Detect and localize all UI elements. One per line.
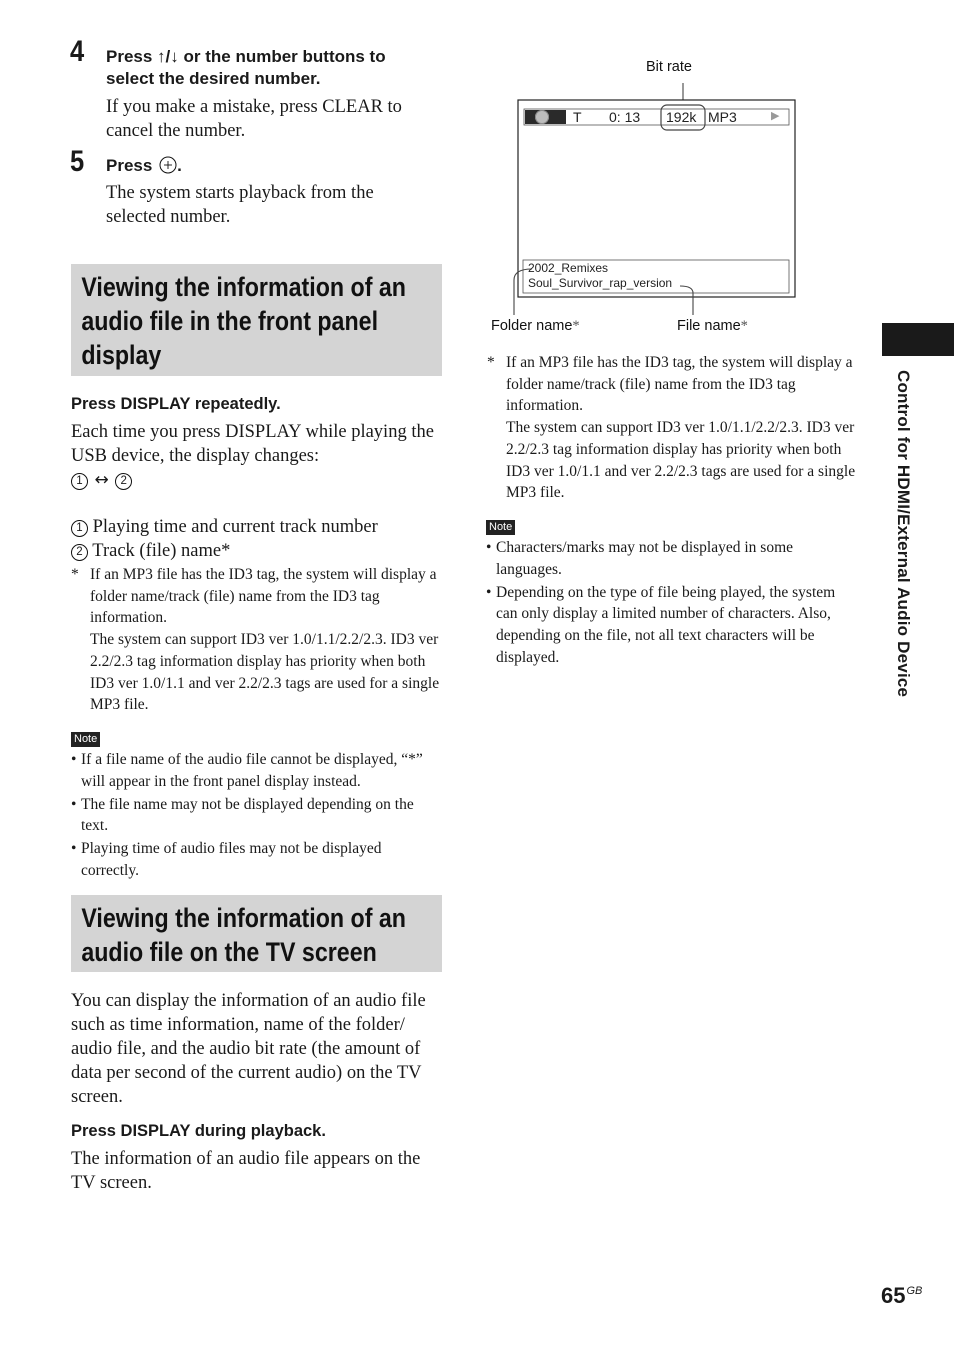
section-1-subhead: Press DISPLAY repeatedly.	[71, 395, 281, 413]
note-badge: Note	[486, 520, 515, 535]
section-2-subhead: Press DISPLAY during playback.	[71, 1122, 326, 1140]
format-value: MP3	[708, 109, 737, 125]
section-2-title: Viewing the information of an audio file on the TV screen	[81, 903, 406, 967]
section-2-header	[71, 895, 442, 972]
track-indicator: T	[573, 109, 582, 125]
bit-rate-value: 192k	[666, 109, 697, 125]
double-arrow-icon: ↔	[94, 470, 109, 490]
step-5-body: The system starts playback from the selected number.	[106, 183, 374, 227]
enter-button-icon	[159, 156, 177, 174]
note-item: • Playing time of audio files may not be displayed correctly.	[71, 838, 443, 882]
page-suffix: GB	[906, 1285, 923, 1297]
display-item-1: 1 Playing time and current track number	[71, 515, 441, 539]
note-item: • Characters/marks may not be displayed in some languages.	[486, 537, 856, 581]
bit-rate-label: Bit rate	[646, 59, 692, 75]
footnote-text-2: The system can support ID3 ver 1.0/1.1/2.2/2.3. ID3 ver 2.2/2.3 tag information display has priority when both ID3 ver 1.0/1.1 and ver 2.2/2.3 tags are used for a single MP3 file.	[90, 631, 440, 714]
note-item: • If a file name of the audio file cannot be displayed, “*” will appear in the front panel display instead.	[71, 749, 443, 793]
step-number-4: 4	[70, 35, 85, 68]
play-icon: ▶	[771, 110, 780, 122]
circled-number-2: 2	[71, 544, 88, 561]
section-2-body: You can display the information of an audio file such as time information, name of the folder/ audio file, and the audio bit rate (the amount of data per second of the current audio) on the TV screen.	[71, 991, 426, 1107]
side-tab-label: Control for HDMI/External Audio Device	[894, 370, 913, 698]
folder-name-value: 2002_Remixes	[528, 261, 609, 275]
right-notes	[486, 537, 856, 669]
page-number: $65^{GB}$	[881, 1283, 923, 1308]
section-2-body-2: The information of an audio file appears on the TV screen.	[71, 1149, 421, 1193]
file-name-value: Soul_Survivor_rap_version	[528, 276, 673, 290]
folder-name-label: Folder name*	[491, 318, 580, 334]
section-1-header	[71, 264, 442, 376]
footnote-star: *	[487, 354, 495, 371]
section-1-body: Each time you press DISPLAY while playing the USB device, the display changes:	[71, 422, 434, 466]
clock-icon	[535, 110, 549, 124]
footnote-star: *	[71, 566, 79, 583]
display-item-2: 2 Track (file) name*	[71, 539, 441, 563]
footnote-text: If an MP3 file has the ID3 tag, the system will display a folder name/track (file) name from the ID3 tag information.	[90, 566, 437, 627]
side-tab-marker	[882, 323, 954, 356]
note-item: • The file name may not be displayed depending on the text.	[71, 794, 443, 838]
footnote-text-2: The system can support ID3 ver 1.0/1.1/2.2/2.3. ID3 ver 2.2/2.3 tag information display has priority when both ID3 ver 1.0/1.1 and ver 2.2/2.3 tags are used for a single MP3 file.	[506, 419, 856, 502]
display-cycle	[71, 468, 132, 491]
section-1-notes	[71, 749, 443, 882]
circled-number-2: 2	[115, 473, 132, 490]
step-4-heading: Press ↑/↓ or the number buttons to select the desired number.	[106, 47, 386, 88]
play-time: 0: 13	[609, 109, 641, 125]
footnote-text: If an MP3 file has the ID3 tag, the system will display a folder name/track (file) name from the ID3 tag information.	[506, 354, 853, 415]
section-1-title: Viewing the information of an audio file in the front panel display	[81, 272, 406, 370]
step-number-5: 5	[70, 145, 85, 178]
note-item: • Depending on the type of file being played, the system can only display a limited number of characters. Also, depending on the file, not all text characters will be displayed.	[486, 582, 856, 669]
step-5-heading: Press .	[106, 156, 182, 175]
circled-number-1: 1	[71, 473, 88, 490]
circled-number-1: 1	[71, 520, 88, 537]
file-name-label: File name*	[677, 318, 748, 334]
up-down-arrow-icon: ↑/↓	[157, 47, 179, 66]
note-badge: Note	[71, 732, 100, 747]
step-4-body: If you make a mistake, press CLEAR to cancel the number.	[106, 97, 402, 141]
